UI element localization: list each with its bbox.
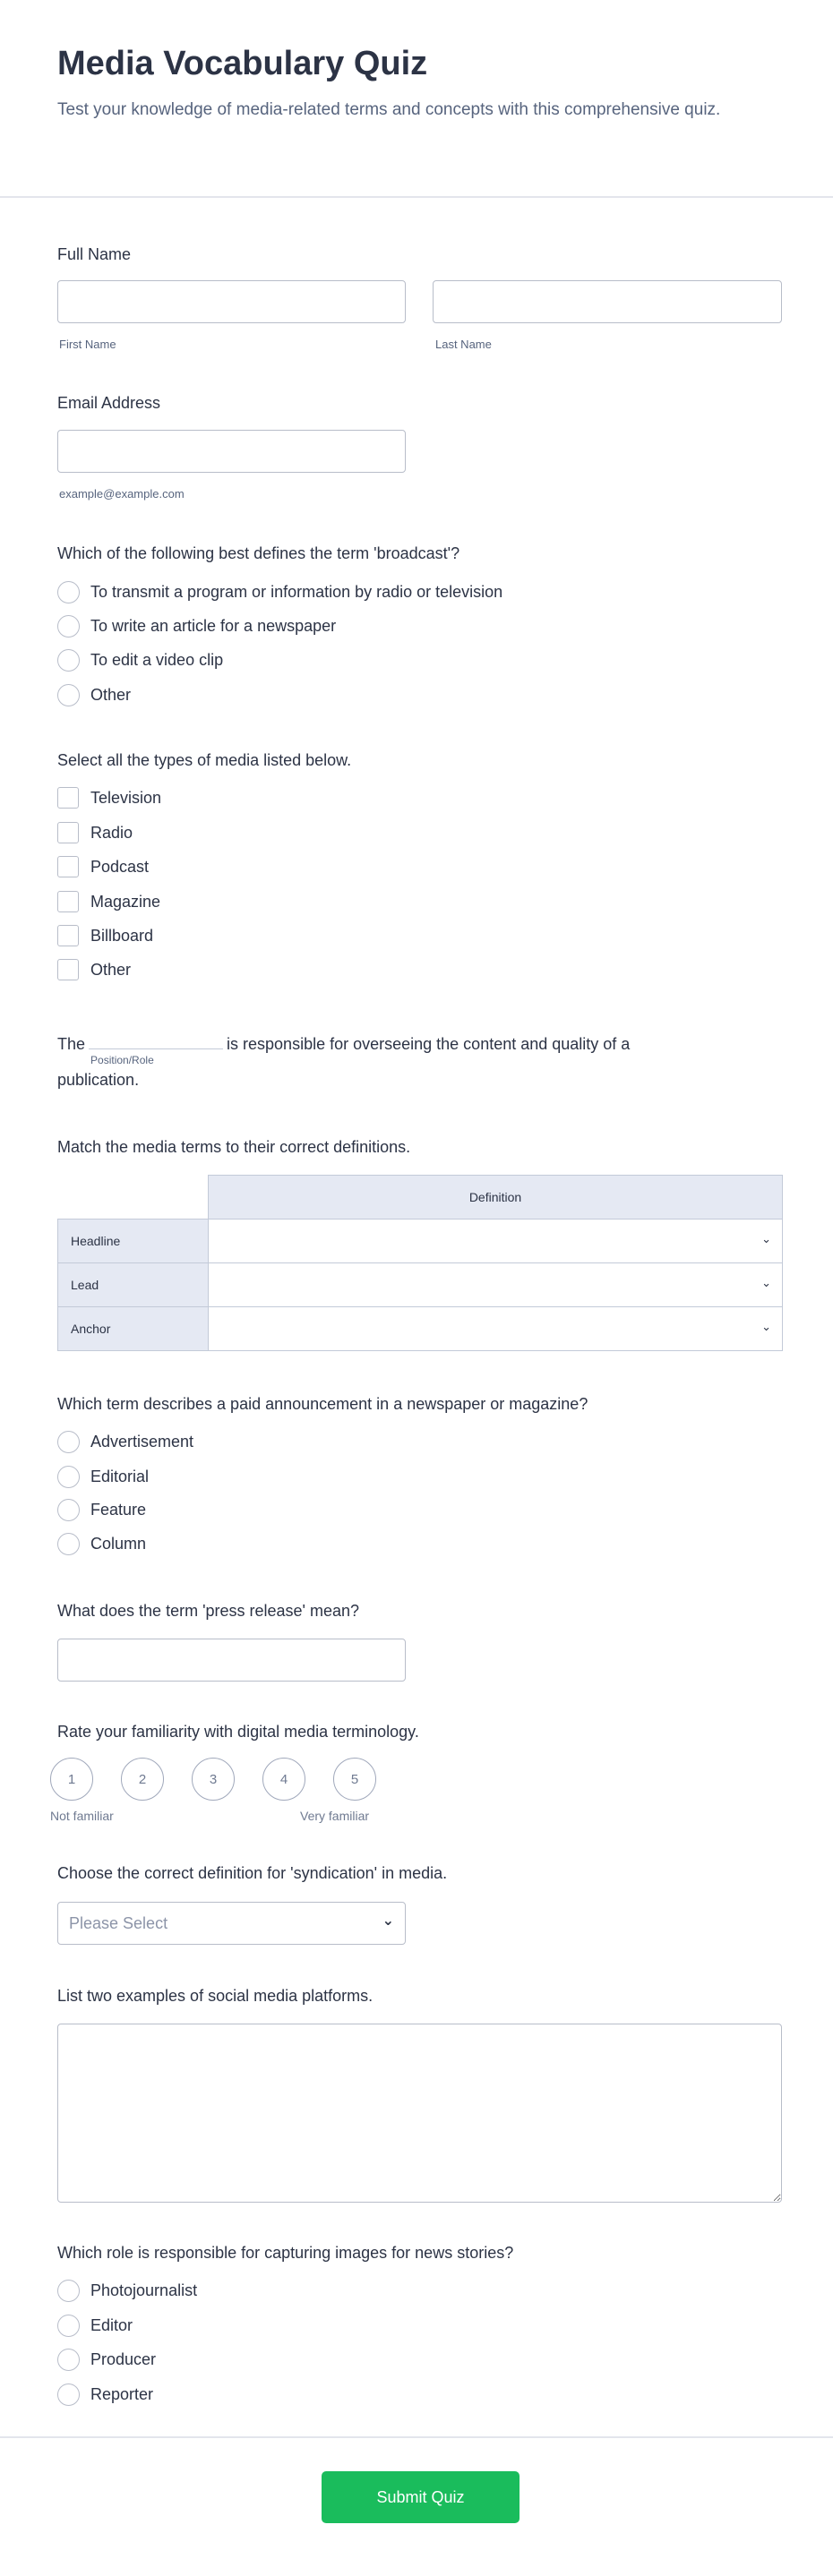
social-question: List two examples of social media platforms. — [57, 1987, 374, 2005]
photo-question: Which role is responsible for capturing images for news stories? — [57, 2244, 514, 2262]
radio-option[interactable] — [57, 1498, 146, 1521]
definition-select[interactable] — [209, 1263, 783, 1307]
media-question: Select all the types of media listed below. — [57, 751, 352, 769]
radio-option[interactable] — [57, 2279, 197, 2302]
select-placeholder: Please Select — [69, 1913, 168, 1932]
checkbox[interactable] — [57, 891, 79, 912]
checkbox-option[interactable] — [57, 890, 160, 913]
checkbox[interactable] — [57, 822, 79, 843]
matching-table — [57, 1175, 783, 1351]
radio-button[interactable] — [57, 1533, 80, 1555]
press-release-question: What does the term 'press release' mean? — [57, 1602, 360, 1620]
first-name-sublabel: First Name — [59, 338, 116, 351]
blank-text-before: The — [57, 1035, 86, 1053]
radio-button[interactable] — [57, 581, 80, 603]
table-row — [58, 1307, 783, 1351]
table-row — [58, 1263, 783, 1307]
definition-select[interactable] — [209, 1220, 783, 1263]
radio-button[interactable] — [57, 1431, 80, 1453]
radio-button[interactable] — [57, 2315, 80, 2337]
chevron-down-icon: ⌄ — [761, 1276, 771, 1289]
definition-select[interactable] — [209, 1307, 783, 1351]
rating-option-4[interactable]: 4 — [262, 1758, 305, 1801]
last-name-sublabel: Last Name — [435, 338, 492, 351]
option-label: Television — [90, 788, 162, 807]
option-label: Feature — [90, 1500, 147, 1519]
syndication-question: Choose the correct definition for 'syndication' in media. — [57, 1864, 448, 1882]
column-header: Definition — [209, 1176, 783, 1220]
radio-option[interactable] — [57, 580, 502, 603]
radio-option[interactable] — [57, 614, 336, 638]
checkbox[interactable] — [57, 925, 79, 946]
broadcast-question: Which of the following best defines the term 'broadcast'? — [57, 544, 460, 562]
radio-button[interactable] — [57, 615, 80, 638]
email-label: Email Address — [57, 394, 161, 412]
option-label: Other — [90, 960, 132, 979]
option-label: To transmit a program or information by radio or television — [90, 582, 503, 601]
radio-option[interactable] — [57, 683, 131, 706]
chevron-down-icon: ⌄ — [382, 1913, 394, 1929]
option-label: Magazine — [90, 892, 161, 911]
radio-option[interactable] — [57, 648, 223, 672]
checkbox-option[interactable] — [57, 786, 161, 809]
option-label: Podcast — [90, 857, 150, 876]
checkbox-option[interactable] — [57, 924, 153, 947]
email-sublabel: example@example.com — [59, 487, 185, 501]
rating-min-label: Not familiar — [50, 1809, 114, 1823]
option-label: Editor — [90, 2315, 133, 2334]
option-label: Radio — [90, 823, 133, 842]
last-name-input[interactable] — [433, 280, 782, 323]
radio-button[interactable] — [57, 684, 80, 706]
checkbox-option[interactable] — [57, 821, 133, 844]
option-label: To edit a video clip — [90, 650, 224, 669]
press-release-input[interactable] — [57, 1639, 406, 1682]
chevron-down-icon: ⌄ — [761, 1320, 771, 1333]
radio-option[interactable] — [57, 1430, 193, 1453]
page-subtitle: Test your knowledge of media-related terms and concepts with this comprehensive quiz. — [57, 100, 721, 119]
radio-button[interactable] — [57, 1466, 80, 1488]
row-label: Anchor — [58, 1307, 209, 1351]
option-label: To write an article for a newspaper — [90, 616, 337, 635]
radio-option[interactable] — [57, 1465, 149, 1488]
rating-max-label: Very familiar — [300, 1809, 370, 1823]
header-divider — [0, 196, 833, 198]
radio-button[interactable] — [57, 1499, 80, 1521]
option-label: Producer — [90, 2349, 157, 2368]
checkbox-option[interactable] — [57, 958, 131, 981]
paid-question: Which term describes a paid announcement in a newspaper or magazine? — [57, 1395, 588, 1413]
checkbox[interactable] — [57, 959, 79, 980]
blank-text-end: publication. — [57, 1071, 140, 1089]
radio-button[interactable] — [57, 649, 80, 672]
option-label: Advertisement — [90, 1432, 194, 1451]
row-label: Lead — [58, 1263, 209, 1307]
full-name-label: Full Name — [57, 245, 132, 263]
radio-button[interactable] — [57, 2280, 80, 2302]
option-label: Reporter — [90, 2384, 154, 2403]
rating-option-2[interactable]: 2 — [121, 1758, 164, 1801]
position-role-sublabel: Position/Role — [90, 1054, 154, 1066]
checkbox[interactable] — [57, 787, 79, 809]
social-textarea[interactable] — [57, 2024, 782, 2203]
option-label: Column — [90, 1534, 147, 1553]
rating-option-5[interactable]: 5 — [333, 1758, 376, 1801]
submit-button[interactable]: Submit Quiz — [322, 2471, 520, 2523]
checkbox-option[interactable] — [57, 855, 149, 878]
match-question: Match the media terms to their correct definitions. — [57, 1138, 411, 1156]
fill-blank-question — [57, 1026, 774, 1098]
blank-text-after: is responsible for overseeing the content and quality of a — [227, 1035, 631, 1053]
page-title: Media Vocabulary Quiz — [57, 45, 428, 82]
rating-question: Rate your familiarity with digital media terminology. — [57, 1723, 419, 1741]
radio-option[interactable] — [57, 2314, 133, 2337]
radio-option[interactable] — [57, 1532, 146, 1555]
radio-button[interactable] — [57, 2349, 80, 2371]
table-row — [58, 1220, 783, 1263]
radio-option[interactable] — [57, 2383, 153, 2406]
footer-divider — [0, 2436, 833, 2438]
corner-cell — [58, 1176, 209, 1220]
position-role-input[interactable] — [89, 1030, 223, 1066]
option-label: Photojournalist — [90, 2281, 198, 2299]
option-label: Other — [90, 685, 132, 704]
chevron-down-icon: ⌄ — [761, 1232, 771, 1245]
email-input[interactable] — [57, 430, 406, 473]
option-label: Billboard — [90, 926, 154, 945]
rating-option-3[interactable]: 3 — [192, 1758, 235, 1801]
first-name-input[interactable] — [57, 280, 406, 323]
radio-button[interactable] — [57, 2383, 80, 2406]
syndication-select[interactable] — [57, 1902, 406, 1945]
radio-option[interactable] — [57, 2348, 156, 2371]
rating-option-1[interactable]: 1 — [50, 1758, 93, 1801]
checkbox[interactable] — [57, 856, 79, 877]
row-label: Headline — [58, 1220, 209, 1263]
option-label: Editorial — [90, 1467, 150, 1485]
